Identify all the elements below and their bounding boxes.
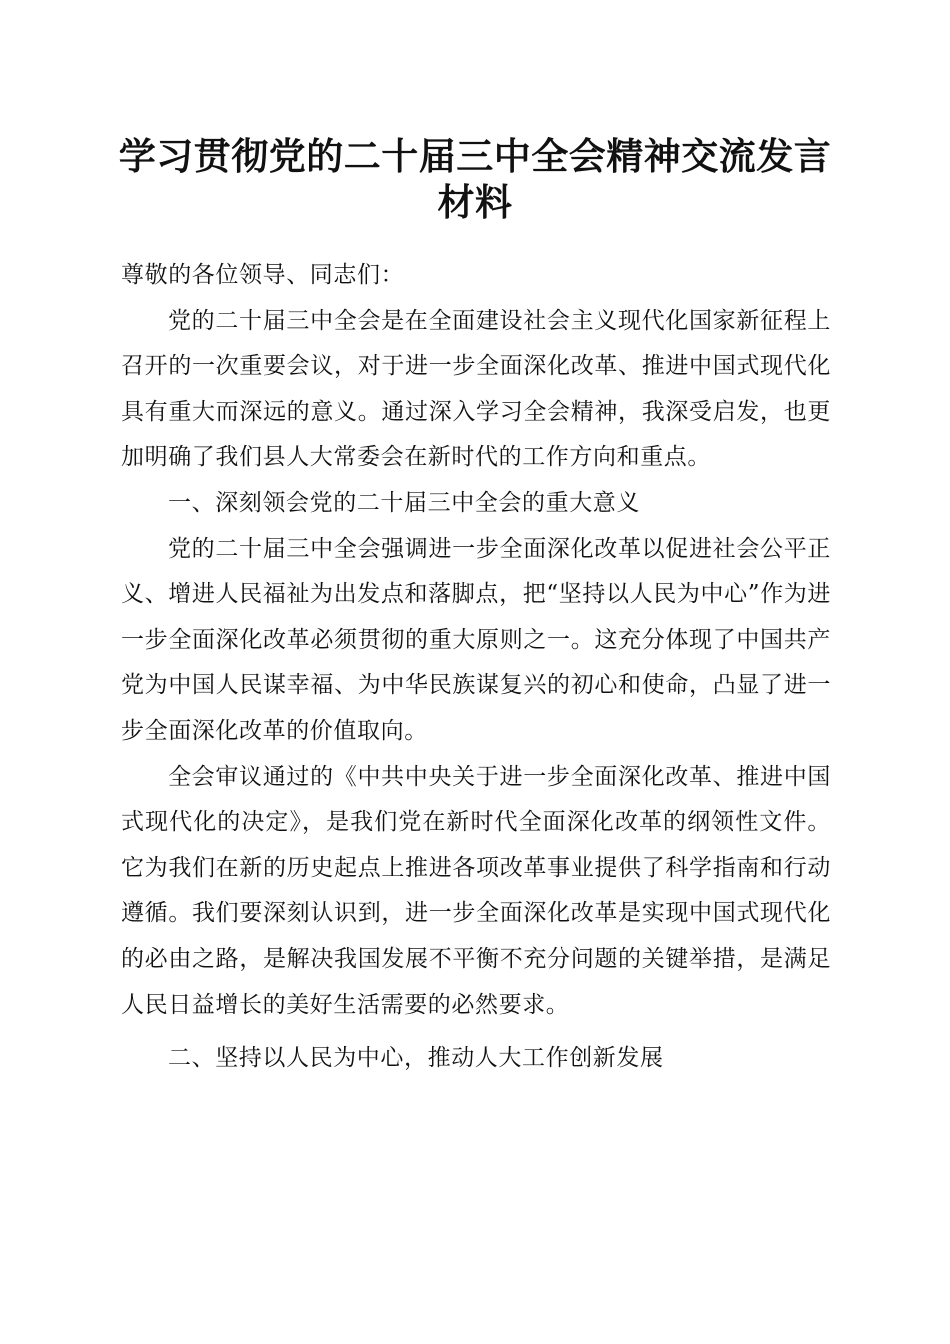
salutation: 尊敬的各位领导、同志们：: [121, 262, 405, 288]
section-1-paragraph-2: 全会审议通过的《中共中央关于进一步全面深化改革、推进中国式现代化的决定》，是我们党在新时代全面深化改革的纲领性文件。它为我们在新的历史起点上推进各项改革事业提供了科学指南和行动遵循。我们要深刻认识到，进一步全面深化改革是实现中国式现代化的必由之路，是解决我国发展不平衡不充分问题的关键举措，是满足人民日益增长的美好生活需要的必然要求。: [121, 763, 831, 1018]
section-1-paragraph-1: 党的二十届三中全会强调进一步全面深化改革以促进社会公平正义、增进人民福祉为出发点和落脚点，把“坚持以人民为中心”作为进一步全面深化改革必须贯彻的重大原则之一。这充分体现了中国共产党为中国人民谋幸福、为中华民族谋复兴的初心和使命，凸显了进一步全面深化改革的价值取向。: [121, 535, 831, 744]
intro-paragraph: 党的二十届三中全会是在全面建设社会主义现代化国家新征程上召开的一次重要会议，对于进一步全面深化改革、推进中国式现代化具有重大而深远的意义。通过深入学习全会精神，我深受启发，也更加明确了我们县人大常委会在新时代的工作方向和重点。: [121, 307, 831, 471]
section-heading-2: 二、坚持以人民为中心，推动人大工作创新发展: [168, 1045, 664, 1072]
document-body: [121, 253, 831, 1082]
section-heading-1: 一、深刻领会党的二十届三中全会的重大意义: [168, 489, 640, 516]
document-title: 学习贯彻党的二十届三中全会精神交流发言材料: [118, 134, 832, 224]
